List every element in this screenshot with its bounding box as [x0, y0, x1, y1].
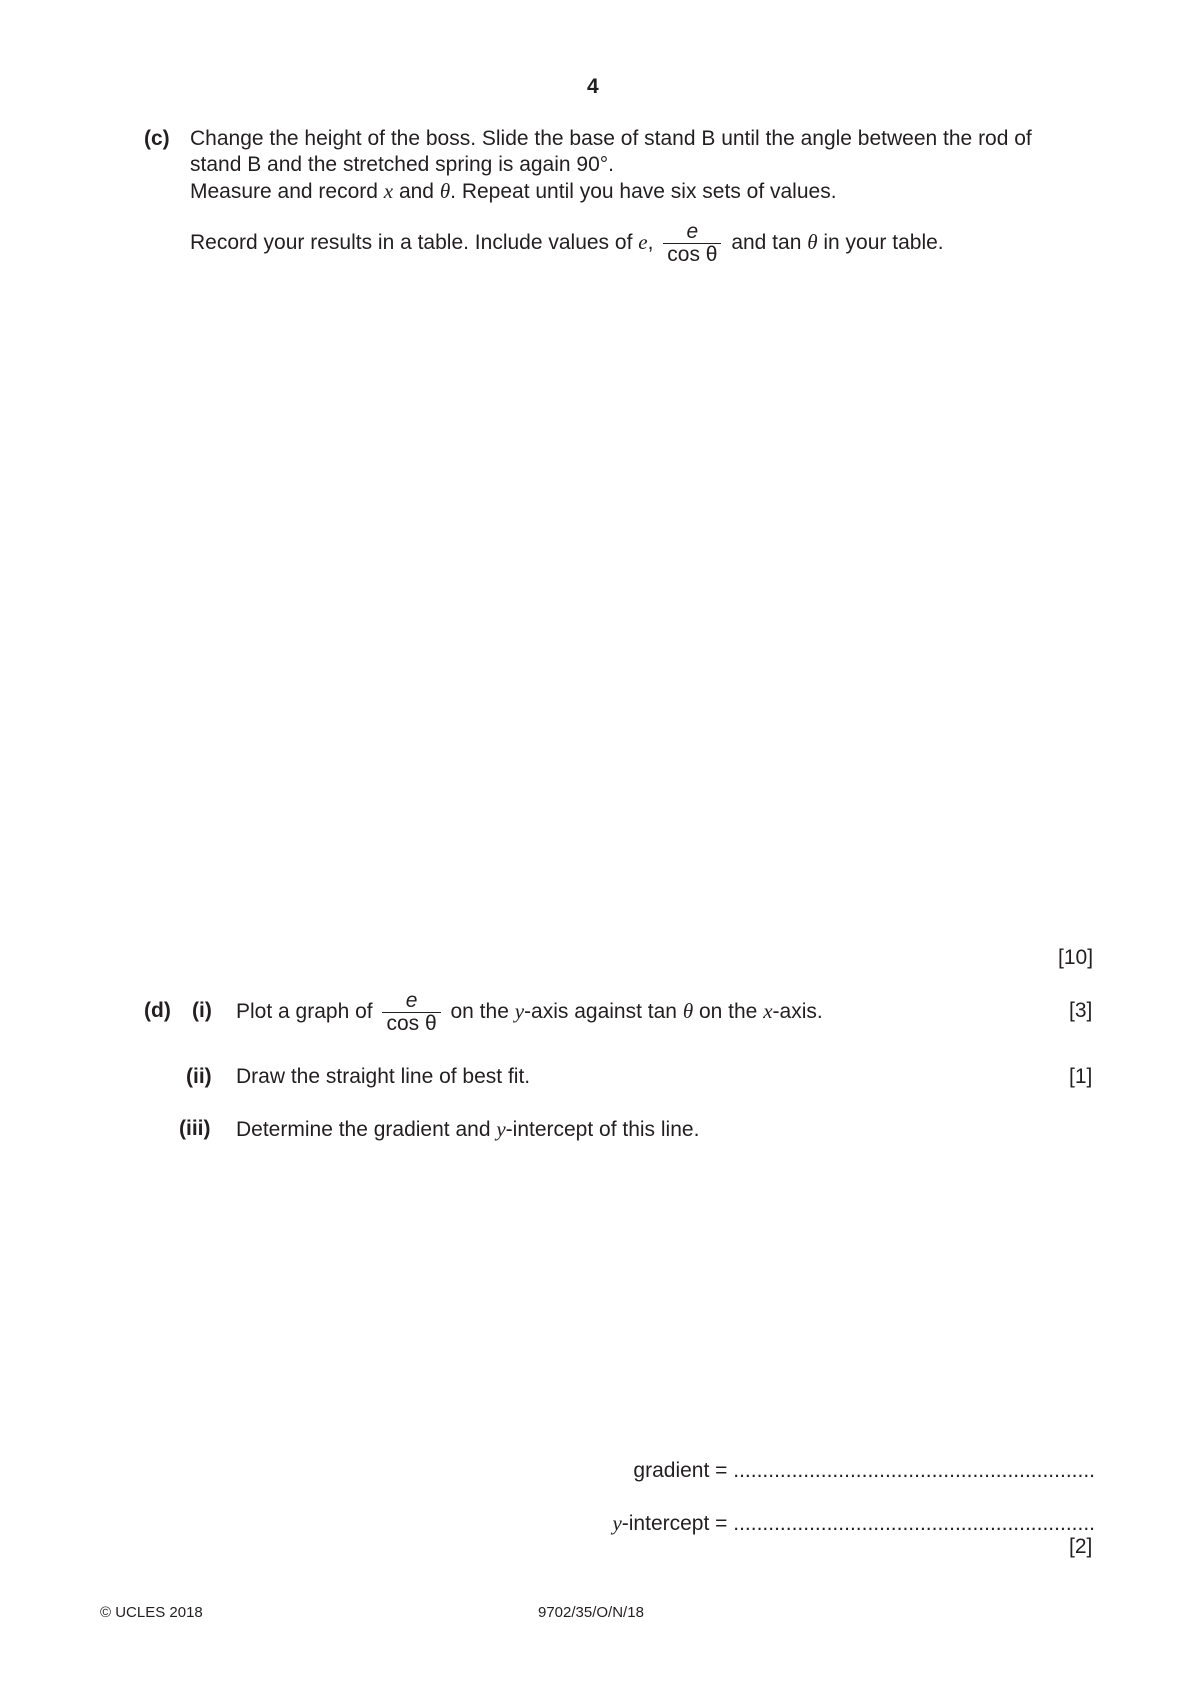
var-e: e	[638, 230, 648, 254]
text: Record your results in a table. Include values of	[190, 231, 639, 254]
var-theta: θ	[807, 230, 818, 254]
y-intercept-label: -intercept =	[621, 1512, 734, 1535]
part-d-ii-label: (ii)	[186, 1065, 212, 1088]
var-y: y	[612, 1511, 622, 1535]
fraction-denominator: cos θ	[382, 1012, 440, 1035]
part-d-i-text	[236, 986, 823, 1037]
text: in your table.	[817, 231, 944, 254]
text: -axis.	[772, 1000, 823, 1023]
fraction-e-over-cos-theta	[663, 221, 721, 266]
text: and	[393, 180, 440, 203]
text: -intercept of this line.	[505, 1118, 700, 1141]
part-d-i-label: (i)	[192, 999, 212, 1022]
working-space[interactable]	[236, 1160, 1096, 1440]
part-c-line3	[190, 178, 837, 205]
text: Plot a graph of	[236, 1000, 373, 1023]
part-d-iii-marks: [2]	[1069, 1535, 1093, 1558]
gradient-label: gradient =	[633, 1459, 734, 1482]
fraction-denominator: cos θ	[663, 243, 721, 266]
text: on the	[693, 1000, 764, 1023]
var-y: y	[496, 1117, 506, 1141]
part-c-line2: stand B and the stretched spring is again 90°.	[190, 153, 614, 176]
fraction-numerator: e	[686, 219, 699, 243]
page-number: 4	[587, 75, 599, 98]
table-answer-space[interactable]	[190, 280, 1090, 920]
text: -axis against tan	[524, 1000, 683, 1023]
footer-copyright: © UCLES 2018	[100, 1604, 203, 1621]
comma: ,	[647, 231, 654, 254]
part-c-marks: [10]	[1058, 946, 1094, 969]
footer-code: 9702/35/O/N/18	[538, 1604, 644, 1621]
text: on the	[450, 1000, 515, 1023]
var-theta: θ	[439, 179, 451, 203]
text: and tan	[731, 231, 808, 254]
gradient-answer-line[interactable]	[633, 1458, 1095, 1484]
fraction-e-over-cos-theta	[382, 990, 440, 1035]
part-d-label: (d)	[144, 999, 171, 1022]
fraction-numerator: e	[405, 988, 418, 1012]
var-theta: θ	[682, 999, 694, 1023]
part-d-ii-text: Draw the straight line of best fit.	[236, 1065, 531, 1088]
part-d-i-marks: [3]	[1069, 999, 1093, 1022]
part-d-iii-text	[236, 1116, 699, 1143]
part-c-line1: Change the height of the boss. Slide the base of stand B until the angle between the rod of	[190, 127, 1032, 150]
text: . Repeat until you have six sets of values.	[450, 180, 837, 203]
part-d-iii-label: (iii)	[179, 1117, 211, 1140]
var-x: x	[383, 179, 394, 203]
gradient-dots: ..............................................................	[733, 1459, 1095, 1482]
part-c-line4	[190, 220, 944, 266]
var-x: x	[763, 999, 773, 1023]
text: Measure and record	[190, 180, 384, 203]
y-intercept-dots: ..............................................................	[733, 1512, 1095, 1535]
part-c-label: (c)	[144, 127, 170, 150]
text: Determine the gradient and	[236, 1118, 497, 1141]
y-intercept-answer-line[interactable]	[612, 1510, 1095, 1537]
part-d-ii-marks: [1]	[1069, 1065, 1093, 1088]
var-y: y	[514, 999, 525, 1023]
